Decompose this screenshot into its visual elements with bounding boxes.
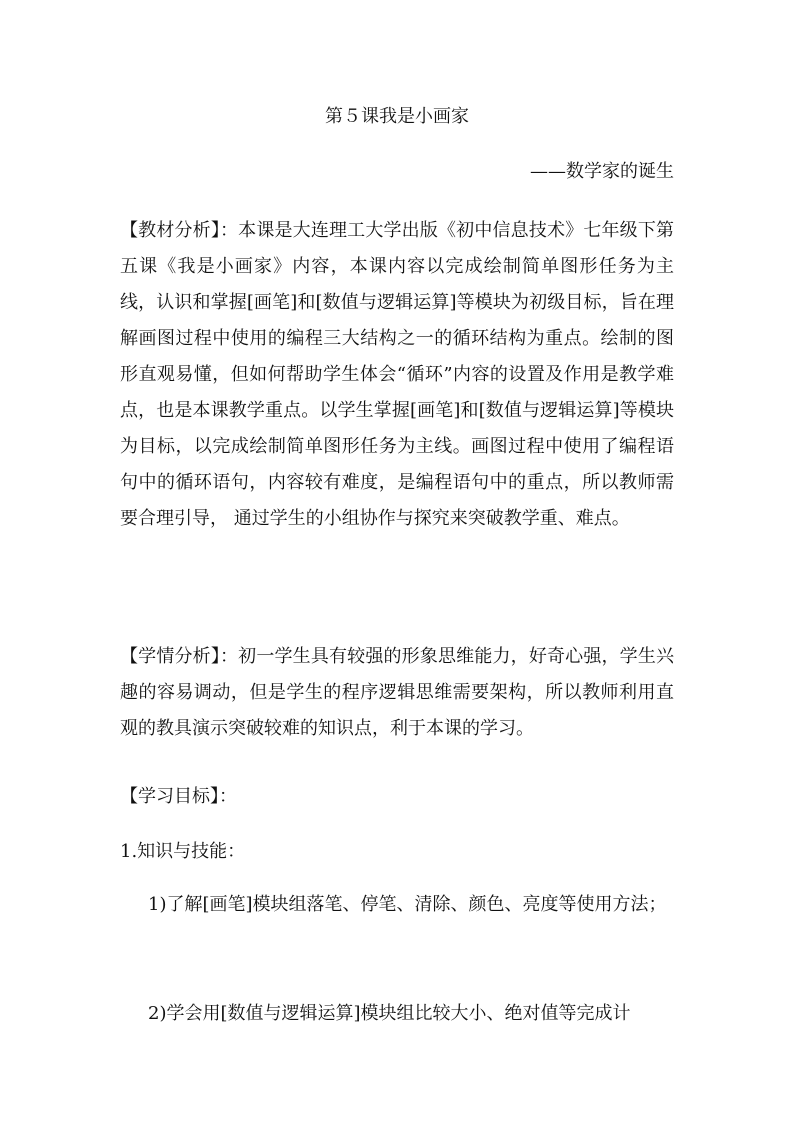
learning-objectives-heading: 【学习目标】： [120, 786, 237, 807]
objective-item-2: 2)学会用[数值与逻辑运算]模块组比较大小、绝对值等完成计 [148, 1003, 631, 1024]
student-analysis-paragraph [120, 639, 674, 747]
material-analysis-text: 本课是大连理工大学出版《初中信息技术》七年级下第五课《我是小画家》内容，本课内容以完成绘制简单图形任务为主线，认识和掌握[画笔]和[数值与逻辑运算]等模块为初级目标，旨在理解画图过程中使用的编程三大结构之一的循环结构为重点。绘制的图形直观易懂，但如何帮助学生体会“循环”内容的设置及作用是教学难点，也是本课教学重点。以学生掌握[画笔]和[数值与逻辑运算]等模块为目标，以完成绘制简单图形任务为主线。画图过程中使用了编程语句中的循环语句，内容较有难度，是编程语句中的重点，所以教师需要合理引导， 通过学生的小组协作与探究来突破教学重、难点。 [120, 220, 675, 529]
knowledge-skills-heading: 1.知识与技能： [120, 841, 246, 862]
material-analysis-paragraph [120, 213, 674, 537]
student-analysis-text: 初一学生具有较强的形象思维能力，好奇心强，学生兴趣的容易调动，但是学生的程序逻辑思维需要架构，所以教师利用直观的教具演示突破较难的知识点，利于本课的学习。 [120, 646, 675, 739]
student-analysis-label: 【学情分析】： [120, 646, 239, 667]
lesson-title: 第５课我是小画家 [325, 106, 469, 127]
lesson-subtitle: ——数学家的诞生 [530, 161, 674, 182]
material-analysis-label: 【教材分析】： [120, 220, 239, 241]
objective-item-1: 1)了解[画笔]模块组落笔、停笔、清除、颜色、亮度等使用方法； [148, 894, 667, 915]
